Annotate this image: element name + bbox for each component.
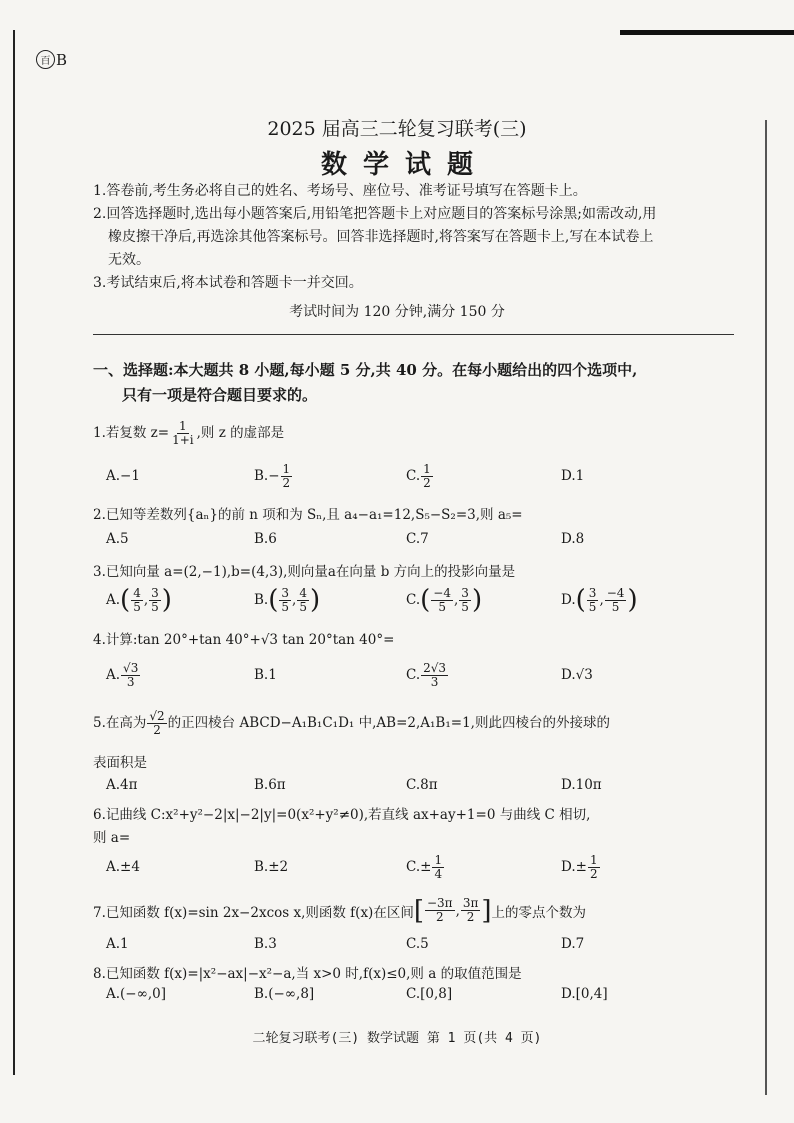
divider [93, 334, 734, 335]
denominator: 4 [434, 866, 443, 881]
q1-option-c [406, 461, 434, 491]
numerator: 4 [133, 585, 141, 600]
denominator: 2 [282, 475, 291, 490]
q4-options [106, 660, 666, 694]
denominator: 5 [461, 599, 469, 614]
label: C. [406, 592, 421, 608]
section-heading-line2: 只有一项是符合题目要求的。 [122, 386, 318, 404]
q8-options [106, 979, 666, 1009]
q5-line2: 表面积是 [93, 755, 147, 771]
denominator: 5 [611, 599, 620, 614]
question-8: 8.已知函数 f(x)=|x²−ax|−x²−a,当 x>0 时,f(x)≤0,则 a 的取值范围是 [93, 966, 522, 982]
q3-option-b [254, 585, 320, 615]
question-4: 4.计算:tan 20°+tan 40°+√3 tan 20°tan 40°= [93, 632, 395, 648]
q3-option-c [406, 585, 482, 615]
fraction [432, 854, 444, 881]
question-7 [93, 897, 586, 924]
numerator: √3 [123, 660, 139, 675]
label: D. [561, 592, 576, 608]
section-heading [93, 358, 738, 408]
question-1 [93, 420, 284, 447]
denominator: 5 [281, 599, 290, 614]
denominator: 2 [153, 723, 161, 737]
numerator: −4 [433, 585, 451, 600]
numerator: 1 [423, 461, 431, 476]
numerator: 1 [434, 852, 443, 867]
numerator: 1 [179, 419, 187, 433]
q3-options [106, 585, 666, 619]
q1-options [106, 461, 666, 491]
q6-option-c [406, 852, 445, 882]
page-border-right [765, 120, 767, 1095]
numerator: −3π [426, 896, 453, 910]
fraction [121, 662, 140, 689]
q5-text-end: 的正四棱台 ABCD−A₁B₁C₁D₁ 中,AB=2,A₁B₁=1,则此四棱台的外接球的 [167, 715, 610, 731]
q8-option-b: B.(−∞,8] [254, 986, 315, 1002]
comma: , [143, 592, 149, 608]
exam-title: 数学试题 [320, 150, 489, 180]
question-2: 2.已知等差数列{aₙ}的前 n 项和为 Sₙ,且 a₄−a₁=12,S₅−S₂=3,则 a₅= [93, 507, 523, 523]
q7-option-a: A.1 [106, 936, 129, 952]
label: B. [254, 592, 269, 608]
q6-options [106, 852, 666, 886]
q7-option-d: D.7 [561, 936, 585, 952]
q8-option-a: A.(−∞,0] [106, 986, 167, 1002]
q2-option-b: B.6 [254, 531, 277, 547]
q7-options [106, 929, 666, 959]
denominator: 2 [589, 866, 598, 881]
q6-option-d [561, 852, 601, 882]
page-footer: 二轮复习联考(三) 数学试题 第 1 页(共 4 页) [252, 1031, 542, 1046]
fraction [588, 854, 600, 881]
fraction [421, 463, 433, 490]
vector: ( $\frac{-4}{5}$ , $\frac{3}{5}$ ) [420, 585, 483, 615]
fraction [421, 662, 448, 689]
label: C. [406, 468, 421, 484]
q3-option-d [561, 585, 638, 615]
label: B.− [254, 468, 280, 484]
instruction-1: 1.答卷前,考生务必将自己的姓名、考场号、座位号、准考证号填写在答题卡上。 [93, 183, 587, 199]
q6-line2: 则 a= [93, 830, 131, 846]
q1-text-end: ,则 z 的虚部是 [196, 425, 285, 441]
q5-option-a: A.4π [106, 777, 138, 793]
q7-text: 7.已知函数 f(x)=sin 2x−2xcos x,则函数 f(x)在区间 [93, 904, 414, 921]
vector: ( $\frac{4}{5}$ , $\frac{3}{5}$ ) [120, 585, 172, 615]
instruction-2-cont: 橡皮擦干净后,再选涂其他答案标号。回答非选择题时,将答案写在答题卡上,写在本试卷上 [108, 229, 654, 245]
numerator: 4 [299, 585, 307, 600]
page-border-left [13, 30, 15, 1075]
q1-option-a: A.−1 [106, 468, 140, 484]
denominator: 5 [133, 599, 141, 614]
numerator: −4 [606, 585, 625, 600]
question-5 [93, 710, 610, 737]
q5-option-d: D.10π [561, 777, 602, 793]
q3-option-a [106, 585, 172, 615]
paper-version-mark [36, 50, 67, 69]
numerator: 2√3 [423, 660, 447, 675]
numerator: 3 [151, 585, 159, 600]
q8-option-c: C.[0,8] [406, 986, 453, 1002]
numerator: 3π [462, 896, 479, 910]
q6-option-b: B.±2 [254, 859, 289, 875]
q2-option-a: A.5 [106, 531, 129, 547]
denominator: 5 [151, 599, 159, 614]
fraction [281, 463, 293, 490]
denominator: 3 [430, 674, 439, 689]
instruction-2: 2.回答选择题时,选出每小题答案后,用铅笔把答题卡上对应题目的答案标号涂黑;如需改动,用 [93, 206, 657, 222]
comma: , [454, 592, 459, 608]
exam-time: 考试时间为 120 分钟,满分 150 分 [289, 304, 505, 320]
vector: ( $\frac{3}{5}$ , $\frac{4}{5}$ ) [268, 585, 321, 615]
comma: , [292, 592, 297, 608]
section-heading-line1: 一、选择题:本大题共 8 小题,每小题 5 分,共 40 分。在每小题给出的四个选项中, [93, 361, 638, 379]
q8-option-d: D.[0,4] [561, 986, 608, 1002]
numerator: 3 [588, 585, 597, 600]
q4-option-a [106, 660, 141, 690]
circle-mark: 百 [36, 50, 55, 69]
label: A. [106, 667, 121, 683]
q1-text: 1.若复数 z= [93, 425, 170, 441]
page-border-top [620, 30, 794, 35]
comma: , [455, 902, 460, 919]
q1-fraction [170, 420, 196, 447]
q1-option-d: D.1 [561, 468, 585, 484]
denominator: 2 [466, 910, 475, 924]
q2-options [106, 524, 666, 554]
numerator: 1 [589, 852, 598, 867]
denominator: 2 [435, 910, 444, 924]
question-3: 3.已知向量 a=(2,−1),b=(4,3),则向量a在向量 b 方向上的投影向量是 [93, 564, 516, 580]
q7-option-b: B.3 [254, 936, 277, 952]
instruction-3: 3.考试结束后,将本试卷和答题卡一并交回。 [93, 275, 363, 291]
q5-option-c: C.8π [406, 777, 438, 793]
denominator: 2 [423, 475, 431, 490]
denominator: 5 [438, 599, 446, 614]
instructions [93, 180, 723, 295]
q2-option-c: C.7 [406, 531, 429, 547]
q7-interval: [ $\frac{-3\pi}{2}$ , $\frac{3\pi}{2}$ ] [413, 895, 492, 926]
label: D.± [561, 859, 587, 875]
denominator: 5 [588, 599, 597, 614]
q5-option-b: B.6π [254, 777, 286, 793]
q7-text-end: 上的零点个数为 [491, 904, 587, 921]
label: A. [106, 592, 121, 608]
q5-fraction [147, 710, 166, 737]
q4-option-d: D.√3 [561, 667, 593, 683]
version-letter: B [56, 50, 68, 69]
denominator: 5 [299, 599, 307, 614]
numerator: 3 [281, 585, 290, 600]
vector: ( $\frac{3}{5}$ , $\frac{-4}{5}$ ) [575, 585, 638, 615]
denominator: 3 [126, 674, 135, 689]
question-6: 6.记曲线 C:x²+y²−2|x|−2|y|=0(x²+y²≠0),若直线 ax+ay+1=0 与曲线 C 相切, [93, 807, 591, 823]
comma: , [599, 592, 604, 608]
label: C.± [406, 859, 432, 875]
q5-text: 5.在高为 [93, 715, 147, 731]
numerator: √2 [149, 709, 165, 723]
instruction-2-end: 无效。 [108, 252, 150, 268]
q4-option-c [406, 660, 449, 690]
numerator: 3 [461, 585, 469, 600]
q4-option-b: B.1 [254, 667, 277, 683]
exam-subtitle: 2025 届高三二轮复习联考(三) [267, 118, 527, 140]
denominator: 1+i [172, 433, 194, 447]
numerator: 1 [282, 461, 291, 476]
q6-option-a: A.±4 [106, 859, 140, 875]
q2-option-d: D.8 [561, 531, 585, 547]
q1-option-b [254, 461, 293, 491]
label: C. [406, 667, 421, 683]
q5-options [106, 770, 666, 800]
q7-option-c: C.5 [406, 936, 429, 952]
